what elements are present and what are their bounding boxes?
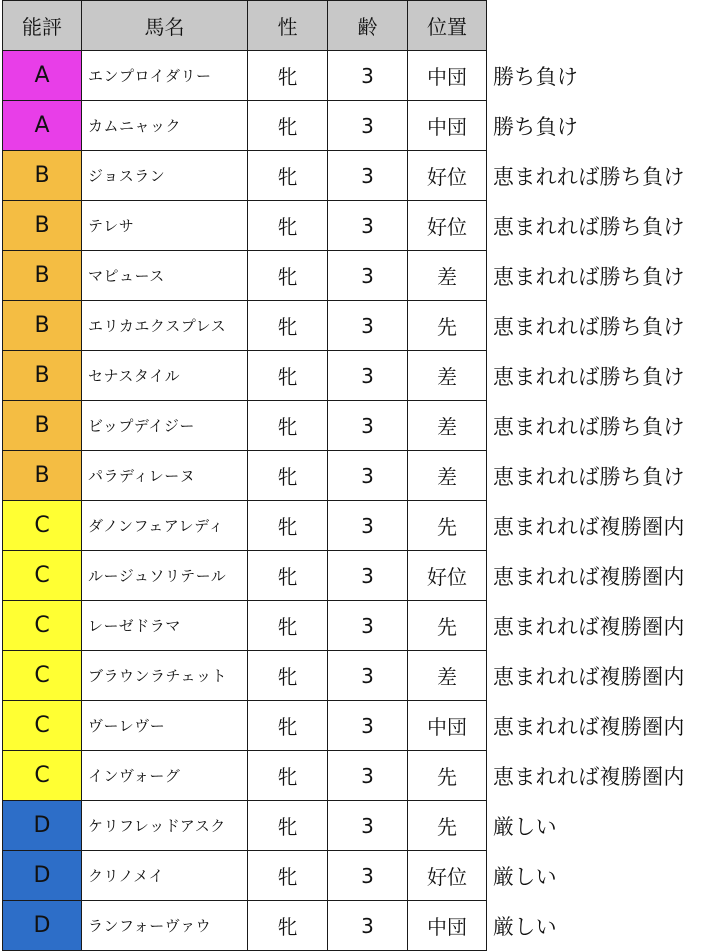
table-row	[3, 101, 723, 151]
sex-cell: 牝	[248, 901, 328, 951]
comment-cell: 厳しい	[493, 914, 557, 939]
header-row	[3, 1, 723, 51]
sex-cell: 牝	[248, 751, 328, 801]
comment-cell: 恵まれれば複勝圏内	[493, 714, 685, 739]
horse-name-cell: パラディレーヌ	[82, 451, 248, 501]
rank-cell: C	[3, 701, 82, 751]
table-row	[3, 351, 723, 401]
sex-cell: 牝	[248, 801, 328, 851]
horse-name-cell: マピュース	[82, 251, 248, 301]
comment-cell: 恵まれれば勝ち負け	[493, 164, 685, 189]
age-cell: 3	[328, 501, 408, 551]
age-cell: 3	[328, 601, 408, 651]
age-cell: 3	[328, 651, 408, 701]
sex-cell: 牝	[248, 451, 328, 501]
position-cell: 差	[408, 251, 487, 301]
horse-name-cell: インヴォーグ	[82, 751, 248, 801]
table-row	[3, 251, 723, 301]
sex-cell: 牝	[248, 301, 328, 351]
table-row	[3, 601, 723, 651]
rank-cell: B	[3, 401, 82, 451]
position-cell: 先	[408, 301, 487, 351]
age-cell: 3	[328, 551, 408, 601]
table-row	[3, 401, 723, 451]
rank-cell: D	[3, 901, 82, 951]
age-cell: 3	[328, 301, 408, 351]
sex-cell: 牝	[248, 351, 328, 401]
sex-cell: 牝	[248, 151, 328, 201]
table-row	[3, 301, 723, 351]
header-name: 馬名	[82, 1, 248, 51]
age-cell: 3	[328, 201, 408, 251]
age-cell: 3	[328, 51, 408, 101]
rank-cell: C	[3, 501, 82, 551]
position-cell: 差	[408, 401, 487, 451]
comment-cell: 恵まれれば複勝圏内	[493, 614, 685, 639]
header-sex: 性	[248, 1, 328, 51]
horse-name-cell: ジョスラン	[82, 151, 248, 201]
comment-cell: 恵まれれば勝ち負け	[493, 214, 685, 239]
position-cell: 先	[408, 801, 487, 851]
age-cell: 3	[328, 151, 408, 201]
table-row	[3, 751, 723, 801]
horse-name-cell: クリノメイ	[82, 851, 248, 901]
position-cell: 中団	[408, 101, 487, 151]
comment-cell: 恵まれれば複勝圏内	[493, 664, 685, 689]
sex-cell: 牝	[248, 401, 328, 451]
position-cell: 中団	[408, 51, 487, 101]
comment-cell: 恵まれれば勝ち負け	[493, 364, 685, 389]
position-cell: 差	[408, 651, 487, 701]
comment-cell: 勝ち負け	[493, 64, 579, 89]
horse-name-cell: ダノンフェアレディ	[82, 501, 248, 551]
horse-name-cell: カムニャック	[82, 101, 248, 151]
age-cell: 3	[328, 851, 408, 901]
rank-cell: B	[3, 301, 82, 351]
header-position: 位置	[408, 1, 487, 51]
table-row	[3, 201, 723, 251]
sex-cell: 牝	[248, 51, 328, 101]
table-row	[3, 551, 723, 601]
age-cell: 3	[328, 901, 408, 951]
comment-cell: 恵まれれば複勝圏内	[493, 764, 685, 789]
horse-name-cell: ルージュソリテール	[82, 551, 248, 601]
sex-cell: 牝	[248, 701, 328, 751]
age-cell: 3	[328, 701, 408, 751]
horse-name-cell: ヴーレヴー	[82, 701, 248, 751]
age-cell: 3	[328, 251, 408, 301]
sex-cell: 牝	[248, 101, 328, 151]
header-rank: 能評	[3, 1, 82, 51]
position-cell: 先	[408, 601, 487, 651]
rank-cell: D	[3, 801, 82, 851]
horse-name-cell: ランフォーヴァウ	[82, 901, 248, 951]
rank-cell: A	[3, 51, 82, 101]
comment-cell: 勝ち負け	[493, 114, 579, 139]
comment-cell: 厳しい	[493, 864, 557, 889]
rank-cell: B	[3, 251, 82, 301]
rank-cell: B	[3, 451, 82, 501]
comment-cell: 厳しい	[493, 814, 557, 839]
position-cell: 中団	[408, 701, 487, 751]
position-cell: 差	[408, 451, 487, 501]
rank-cell: B	[3, 151, 82, 201]
table-row	[3, 151, 723, 201]
position-cell: 先	[408, 501, 487, 551]
table-row	[3, 701, 723, 751]
rank-cell: B	[3, 201, 82, 251]
sex-cell: 牝	[248, 551, 328, 601]
horse-name-cell: テレサ	[82, 201, 248, 251]
table-row	[3, 651, 723, 701]
table-row	[3, 51, 723, 101]
horse-name-cell: エンプロイダリー	[82, 51, 248, 101]
sex-cell: 牝	[248, 201, 328, 251]
sex-cell: 牝	[248, 651, 328, 701]
rank-cell: C	[3, 601, 82, 651]
horse-name-cell: エリカエクスプレス	[82, 301, 248, 351]
horse-name-cell: ケリフレッドアスク	[82, 801, 248, 851]
position-cell: 好位	[408, 151, 487, 201]
table-row	[3, 801, 723, 851]
age-cell: 3	[328, 801, 408, 851]
horse-name-cell: ビップデイジー	[82, 401, 248, 451]
comment-cell: 恵まれれば勝ち負け	[493, 264, 685, 289]
table-body	[3, 51, 723, 951]
age-cell: 3	[328, 401, 408, 451]
horse-rating-table	[2, 0, 723, 951]
age-cell: 3	[328, 351, 408, 401]
sex-cell: 牝	[248, 601, 328, 651]
rank-cell: A	[3, 101, 82, 151]
rank-cell: C	[3, 651, 82, 701]
rank-cell: C	[3, 751, 82, 801]
comment-cell: 恵まれれば勝ち負け	[493, 464, 685, 489]
sex-cell: 牝	[248, 851, 328, 901]
table-row	[3, 901, 723, 951]
table-row	[3, 501, 723, 551]
position-cell: 好位	[408, 851, 487, 901]
horse-name-cell: ブラウンラチェット	[82, 651, 248, 701]
rank-cell: B	[3, 351, 82, 401]
age-cell: 3	[328, 451, 408, 501]
age-cell: 3	[328, 751, 408, 801]
position-cell: 差	[408, 351, 487, 401]
header-comment-blank	[487, 1, 723, 51]
table-row	[3, 451, 723, 501]
position-cell: 好位	[408, 201, 487, 251]
horse-name-cell: レーゼドラマ	[82, 601, 248, 651]
position-cell: 好位	[408, 551, 487, 601]
comment-cell: 恵まれれば複勝圏内	[493, 514, 685, 539]
rank-cell: D	[3, 851, 82, 901]
comment-cell: 恵まれれば勝ち負け	[493, 314, 685, 339]
sex-cell: 牝	[248, 501, 328, 551]
table-row	[3, 851, 723, 901]
header-age: 齢	[328, 1, 408, 51]
age-cell: 3	[328, 101, 408, 151]
position-cell: 中団	[408, 901, 487, 951]
horse-name-cell: セナスタイル	[82, 351, 248, 401]
position-cell: 先	[408, 751, 487, 801]
rank-cell: C	[3, 551, 82, 601]
comment-cell: 恵まれれば複勝圏内	[493, 564, 685, 589]
sex-cell: 牝	[248, 251, 328, 301]
comment-cell: 恵まれれば勝ち負け	[493, 414, 685, 439]
